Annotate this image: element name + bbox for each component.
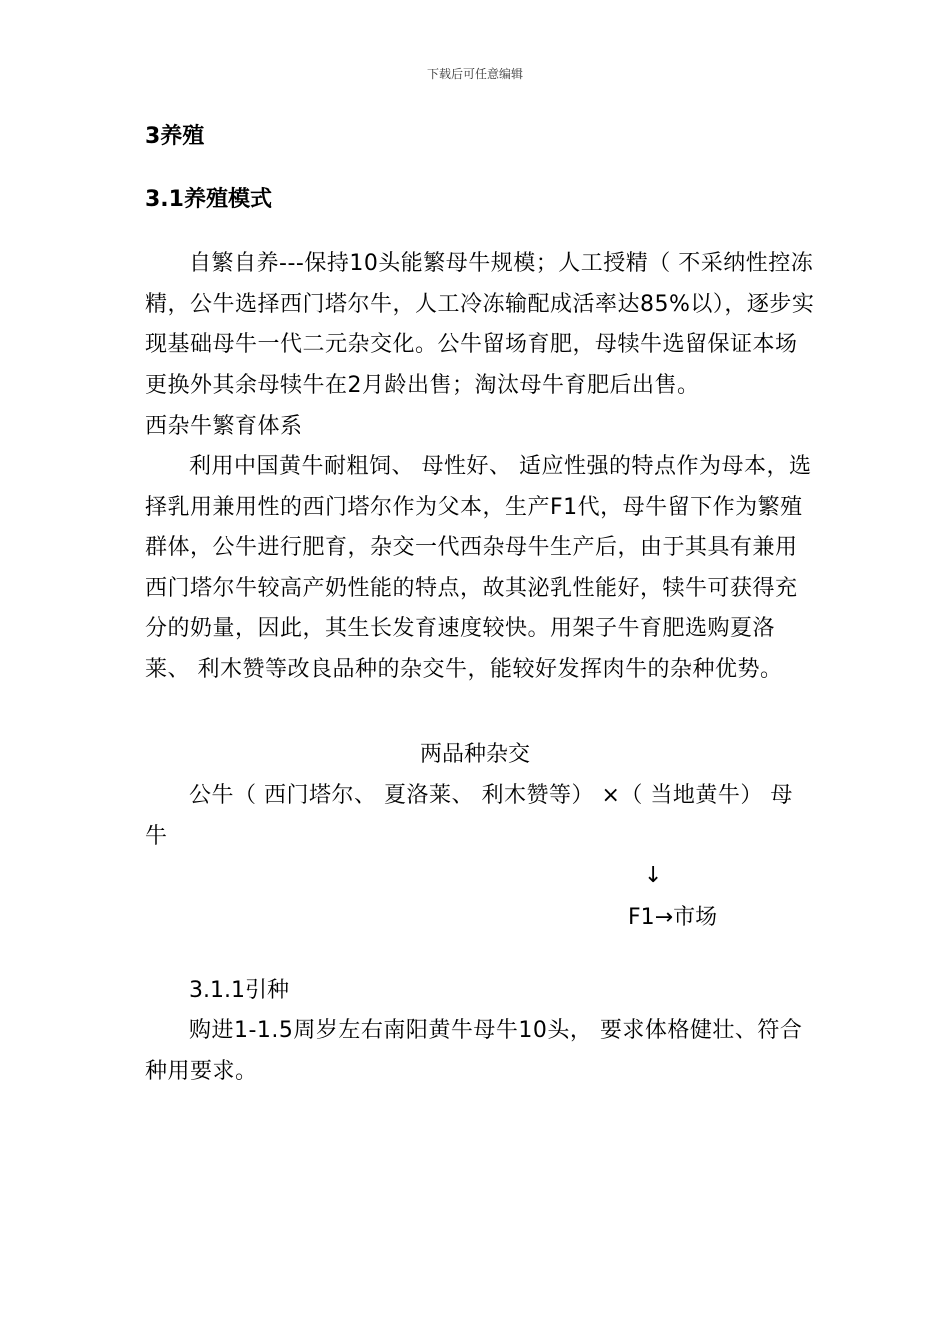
down-arrow-icon: ↓: [644, 863, 663, 888]
paragraph-breeding-system-label: 西杂牛繁育体系: [145, 414, 303, 439]
paragraph-crossbreeding: 利用中国黄牛耐粗饲、 母性好、 适应性强的特点作为母本，选择乳用兼用性的西门塔尔作为父本，生产F1代，母牛留下作为繁殖群体，公牛进行肥育，杂交一代西杂母牛生产后，由于其具有兼用西门塔尔牛较高产奶性能的特点，故其泌乳性能好，犊牛可获得充分的奶量，因此，其生长发育速度较快。用架子牛育肥选购夏洛莱、 利木赞等改良品种的杂交牛，能较好发挥肉牛的杂种优势。: [145, 454, 812, 682]
paragraph-breeding-mode: 自繁自养---保持10头能繁母牛规模；人工授精（ 不采纳性控冻精，公牛选择西门塔尔牛，人工冷冻输配成活率达85%以），逐步实现基础母牛一代二元杂交化。公牛留场育肥，母犊牛选留保证本场更换外其余母犊牛在2月龄出售；淘汰母牛育肥后出售。: [145, 251, 815, 398]
subsection-title: 3.1养殖模式: [145, 187, 272, 212]
cross-result: F1→市场: [628, 905, 718, 930]
section-title: 3养殖: [145, 124, 205, 149]
page-header: 下载后可任意编辑: [426, 67, 523, 81]
cross-formula: 公牛（ 西门塔尔、 夏洛莱、 利木赞等） ×（ 当地黄牛） 母牛: [145, 783, 793, 849]
paragraph-introduction: 购进1-1.5周岁左右南阳黄牛母牛10头， 要求体格健壮、符合种用要求。: [145, 1018, 803, 1084]
subsubsection-title: 3.1.1引种: [189, 978, 289, 1003]
scheme-title: 两品种杂交: [419, 742, 530, 767]
